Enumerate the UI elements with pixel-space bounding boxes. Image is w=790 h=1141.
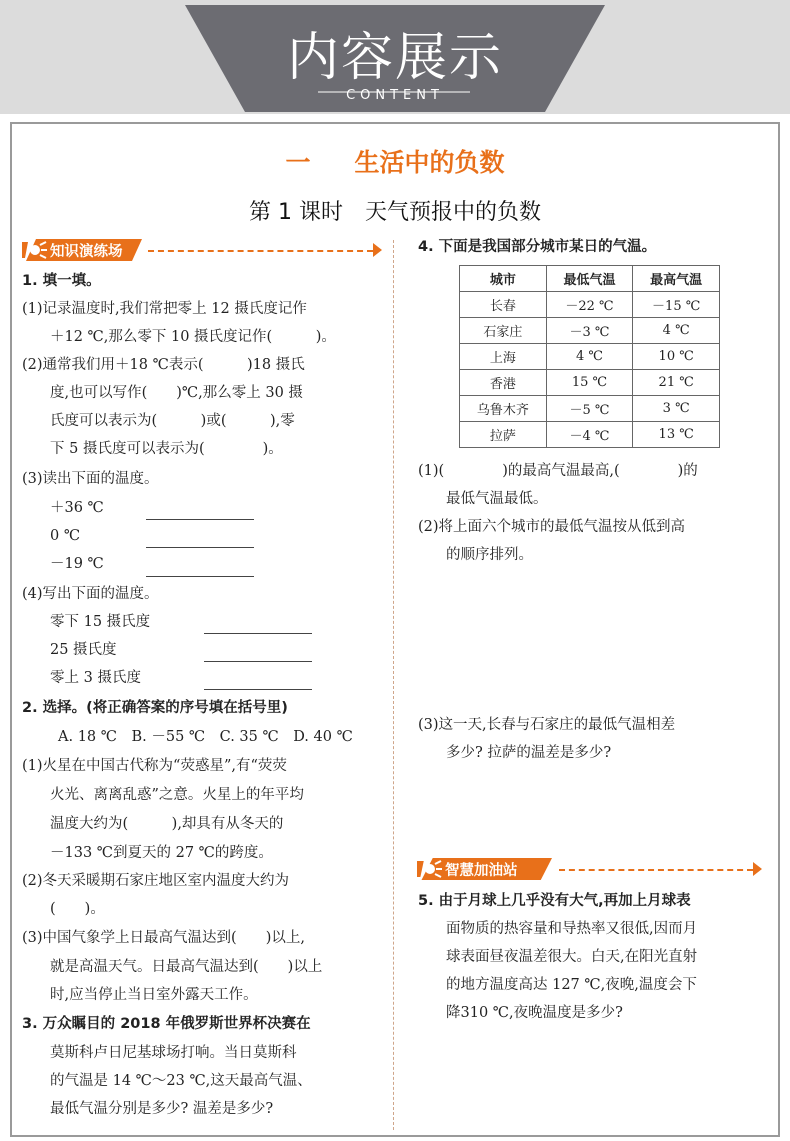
table-row — [460, 292, 720, 318]
table-cell: 上海 — [460, 344, 547, 370]
table-cell: 15 ℃ — [546, 370, 633, 396]
text-line: 的气温是 14 ℃～23 ℃,这天最高气温、 — [50, 1073, 312, 1089]
table-cell: －15 ℃ — [633, 292, 720, 318]
table-row — [460, 370, 720, 396]
text-line: (1)火星在中国古代称为“荧惑星”,有“荧荧 — [22, 758, 287, 774]
unit-number: 一 — [285, 148, 311, 177]
text-line: ＋12 ℃,那么零下 10 摄氏度记作( )。 — [50, 329, 336, 345]
question-4-heading: 4. 下面是我国部分城市某日的气温。 — [418, 239, 657, 255]
choice-options: A. 18 ℃ B. －55 ℃ C. 35 ℃ D. 40 ℃ — [58, 729, 353, 745]
answer-line — [146, 576, 254, 577]
table-cell: 香港 — [460, 370, 547, 396]
question-2-heading: 2. 选择。(将正确答案的序号填在括号里) — [22, 700, 288, 716]
table-cell: 21 ℃ — [633, 370, 720, 396]
text-line: 温度大约为( ),却具有从冬天的 — [50, 816, 284, 832]
unit-title — [0, 143, 790, 179]
answer-line — [146, 547, 254, 548]
text-line: (3)读出下面的温度。 — [22, 471, 159, 487]
temperature-item: 零上 3 摄氏度 — [50, 670, 141, 686]
table-cell: －3 ℃ — [546, 318, 633, 344]
table-cell: －22 ℃ — [546, 292, 633, 318]
table-cell: 13 ℃ — [633, 422, 720, 448]
answer-line — [146, 519, 254, 520]
section-tag-boost — [417, 858, 767, 880]
unit-name: 生活中的负数 — [354, 148, 505, 177]
tag-arrow-icon — [753, 862, 762, 876]
question-5-heading: 5. 由于月球上几乎没有大气,再加上月球表 — [418, 893, 691, 909]
table-cell: 4 ℃ — [633, 318, 720, 344]
text-line: (1)记录温度时,我们常把零上 12 摄氏度记作 — [22, 301, 307, 317]
text-line: (1)( )的最高气温最高,( )的 — [418, 463, 698, 479]
temperature-item: 零下 15 摄氏度 — [50, 614, 151, 630]
tag-dashed-line — [559, 869, 753, 871]
answer-line — [204, 633, 312, 634]
text-line: (2)通常我们用＋18 ℃表示( )18 摄氏 — [22, 357, 305, 373]
text-line: 球表面昼夜温差很大。白天,在阳光直射 — [446, 949, 698, 965]
tag-arrow-icon — [373, 243, 382, 257]
text-line: 时,应当停止当日室外露天工作。 — [50, 987, 258, 1003]
temperature-table — [459, 265, 720, 448]
tag-dashed-line — [148, 250, 373, 252]
text-line: (2)将上面六个城市的最低气温按从低到高 — [418, 519, 686, 535]
table-cell: 长春 — [460, 292, 547, 318]
text-line: 降310 ℃,夜晚温度是多少? — [446, 1005, 623, 1021]
sparkle-icon — [26, 241, 48, 259]
text-line: 氏度可以表示为( )或( ),零 — [50, 413, 295, 429]
section-tag-label: 智慧加油站 — [445, 863, 518, 879]
text-line: ( )。 — [50, 901, 105, 917]
text-line: (2)冬天采暖期石家庄地区室内温度大约为 — [22, 873, 290, 889]
temperature-item: 0 ℃ — [50, 528, 81, 544]
text-line: (3)中国气象学上日最高气温达到( )以上, — [22, 930, 305, 946]
sparkle-icon — [421, 860, 443, 878]
text-line: 就是高温天气。日最高气温达到( )以上 — [50, 959, 323, 975]
text-line: 面物质的热容量和导热率又很低,因而月 — [446, 921, 698, 937]
text-line: 的顺序排列。 — [446, 547, 533, 563]
table-row — [460, 396, 720, 422]
banner-subtitle: CONTENT — [346, 88, 444, 103]
text-line: (4)写出下面的温度。 — [22, 586, 159, 602]
text-line: 莫斯科卢日尼基球场打响。当日莫斯科 — [50, 1045, 297, 1061]
text-line: 最低气温分别是多少? 温差是多少? — [50, 1101, 274, 1117]
table-cell: 4 ℃ — [546, 344, 633, 370]
table-cell: －5 ℃ — [546, 396, 633, 422]
banner-title: 内容展示 — [286, 28, 503, 88]
section-tag-label: 知识演练场 — [50, 244, 123, 260]
question-1-heading: 1. 填一填。 — [22, 273, 101, 289]
text-line: 火光、离离乱惑”之意。火星上的年平均 — [50, 787, 304, 803]
table-cell: 3 ℃ — [633, 396, 720, 422]
section-tag-practice — [22, 239, 387, 261]
table-row — [460, 318, 720, 344]
text-line: 下 5 摄氏度可以表示为( )。 — [50, 441, 283, 457]
table-header: 城市 — [460, 266, 547, 292]
answer-line — [204, 689, 312, 690]
text-line: 度,也可以写作( )℃,那么零上 30 摄 — [50, 385, 303, 401]
lesson-title: 第 1 课时 天气预报中的负数 — [249, 200, 541, 225]
table-row — [460, 422, 720, 448]
table-row — [460, 344, 720, 370]
table-header-row — [460, 266, 720, 292]
column-divider — [393, 240, 394, 1130]
answer-line — [204, 661, 312, 662]
temperature-item: 25 摄氏度 — [50, 642, 117, 658]
text-line: (3)这一天,长春与石家庄的最低气温相差 — [418, 717, 676, 733]
table-cell: 乌鲁木齐 — [460, 396, 547, 422]
text-line: 多少? 拉萨的温差是多少? — [446, 745, 612, 761]
table-cell: 拉萨 — [460, 422, 547, 448]
table-cell: 石家庄 — [460, 318, 547, 344]
table-header: 最高气温 — [633, 266, 720, 292]
text-line: －133 ℃到夏天的 27 ℃的跨度。 — [50, 845, 273, 861]
table-cell: 10 ℃ — [633, 344, 720, 370]
text-line: 最低气温最低。 — [446, 491, 548, 507]
table-header: 最低气温 — [546, 266, 633, 292]
text-line: 的地方温度高达 127 ℃,夜晚,温度会下 — [446, 977, 697, 993]
table-cell: －4 ℃ — [546, 422, 633, 448]
question-3-heading: 3. 万众瞩目的 2018 年俄罗斯世界杯决赛在 — [22, 1016, 311, 1032]
temperature-item: －19 ℃ — [50, 556, 104, 572]
temperature-item: ＋36 ℃ — [50, 500, 104, 516]
